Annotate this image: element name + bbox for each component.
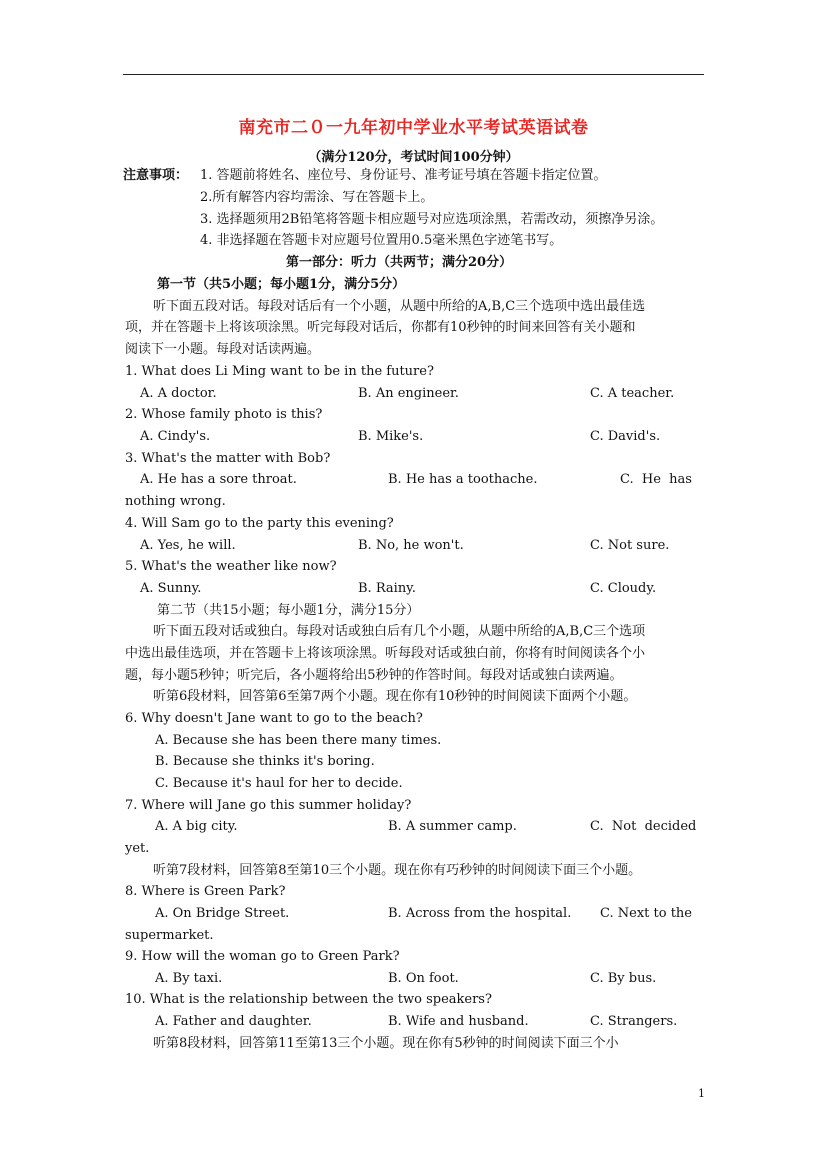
material-instruction: 听第6段材料，回答第6至第7两个小题。现在你有10秒钟的时间阅读下面两个小题。	[153, 689, 637, 704]
option-b: B. A summer camp.	[388, 819, 517, 834]
section2-instruction: 题，每小题5秒钟；听完后，各小题将给出5秒钟的作答时间。每段对话或独白读两遍。	[125, 668, 623, 683]
option-c: C. Cloudy.	[590, 581, 657, 596]
section2-instruction: 中选出最佳选项，并在答题卡上将该项涂黑。听每段对话或独白前，你将有时间阅读各个小	[125, 646, 646, 661]
exam-info: （满分120分，考试时间100分钟）	[308, 150, 519, 165]
option-c: C. He has	[620, 472, 692, 487]
question-text: 2. Whose family photo is this?	[125, 407, 323, 422]
option-c: C. Because it's haul for her to decide.	[155, 776, 403, 791]
note-item: 1. 答题前将姓名、座位号、身份证号、准考证号填在答题卡指定位置。	[200, 168, 607, 183]
question-text: 4. Will Sam go to the party this evening?	[125, 516, 394, 531]
option-a: A. Cindy's.	[140, 429, 211, 444]
option-c: C. Not decided	[590, 819, 697, 834]
material-instruction: 听第7段材料，回答第8至第10三个小题。现在你有巧秒钟的时间阅读下面三个小题。	[153, 863, 642, 878]
note-item: 3. 选择题须用2B铅笔将答题卡相应题号对应选项涂黑，若需改动，须擦净另涂。	[200, 212, 664, 227]
option-c-continued: supermarket.	[125, 928, 214, 943]
option-a: A. A doctor.	[140, 386, 217, 401]
note-item: 2.所有解答内容均需涂、写在答题卡上。	[200, 190, 434, 205]
option-b: B. Mike's.	[358, 429, 424, 444]
option-a: A. By taxi.	[155, 971, 223, 986]
option-c: C. Next to the	[600, 906, 692, 921]
question-text: 6. Why doesn't Jane want to go to the beach?	[125, 711, 423, 726]
question-text: 3. What's the matter with Bob?	[125, 451, 331, 466]
option-c-continued: yet.	[125, 841, 150, 856]
option-b: B. Wife and husband.	[388, 1014, 529, 1029]
page-title: 南充市二０一九年初中学业水平考试英语试卷	[238, 118, 589, 138]
section1-instruction: 阅读下一小题。每段对话读两遍。	[125, 342, 321, 357]
option-b: B. Because she thinks it's boring.	[155, 754, 375, 769]
section2-heading: 第二节（共15小题；每小题1分，满分15分）	[157, 603, 420, 618]
option-b: B. He has a toothache.	[388, 472, 538, 487]
part1-heading: 第一部分：听力（共两节；满分20分）	[286, 255, 513, 270]
option-c: C. Not sure.	[590, 538, 670, 553]
section1-heading: 第一节（共5小题；每小题1分，满分5分）	[157, 277, 406, 292]
option-b: B. An engineer.	[358, 386, 459, 401]
section1-instruction: 项，并在答题卡上将该项涂黑。听完每段对话后，你都有10秒钟的时间来回答有关小题和	[125, 320, 636, 335]
option-b: B. On foot.	[388, 971, 459, 986]
question-text: 8. Where is Green Park?	[125, 884, 286, 899]
question-text: 10. What is the relationship between the two speakers?	[125, 992, 492, 1007]
option-c-continued: nothing wrong.	[125, 494, 226, 509]
option-a: A. He has a sore throat.	[140, 472, 297, 487]
option-a: A. Father and daughter.	[155, 1014, 312, 1029]
option-a: A. Because she has been there many times.	[155, 733, 442, 748]
option-c: C. David's.	[590, 429, 661, 444]
question-text: 5. What's the weather like now?	[125, 559, 337, 574]
notes-label: 注意事项：	[123, 168, 189, 183]
option-c: C. Strangers.	[590, 1014, 678, 1029]
option-b: B. No, he won't.	[358, 538, 464, 553]
question-text: 1. What does Li Ming want to be in the future?	[125, 364, 434, 379]
option-a: A. A big city.	[155, 819, 238, 834]
top-rule	[123, 74, 704, 75]
section2-instruction: 听下面五段对话或独白。每段对话或独白后有几个小题，从题中所给的A,B,C三个选项	[153, 624, 646, 639]
note-item: 4. 非选择题在答题卡对应题号位置用0.5毫米黑色字迹笔书写。	[200, 233, 563, 248]
page-number: 1	[698, 1087, 705, 1100]
option-b: B. Across from the hospital.	[388, 906, 572, 921]
question-text: 9. How will the woman go to Green Park?	[125, 949, 400, 964]
option-c: C. By bus.	[590, 971, 657, 986]
option-c: C. A teacher.	[590, 386, 675, 401]
section1-instruction: 听下面五段对话。每段对话后有一个小题，从题中所给的A,B,C三个选项中选出最佳选	[153, 299, 646, 314]
option-a: A. On Bridge Street.	[155, 906, 290, 921]
material-instruction: 听第8段材料，回答第11至第13三个小题。现在你有5秒钟的时间阅读下面三个小	[153, 1036, 619, 1051]
option-b: B. Rainy.	[358, 581, 416, 596]
option-a: A. Sunny.	[140, 581, 202, 596]
question-text: 7. Where will Jane go this summer holiday?	[125, 798, 412, 813]
option-a: A. Yes, he will.	[140, 538, 236, 553]
